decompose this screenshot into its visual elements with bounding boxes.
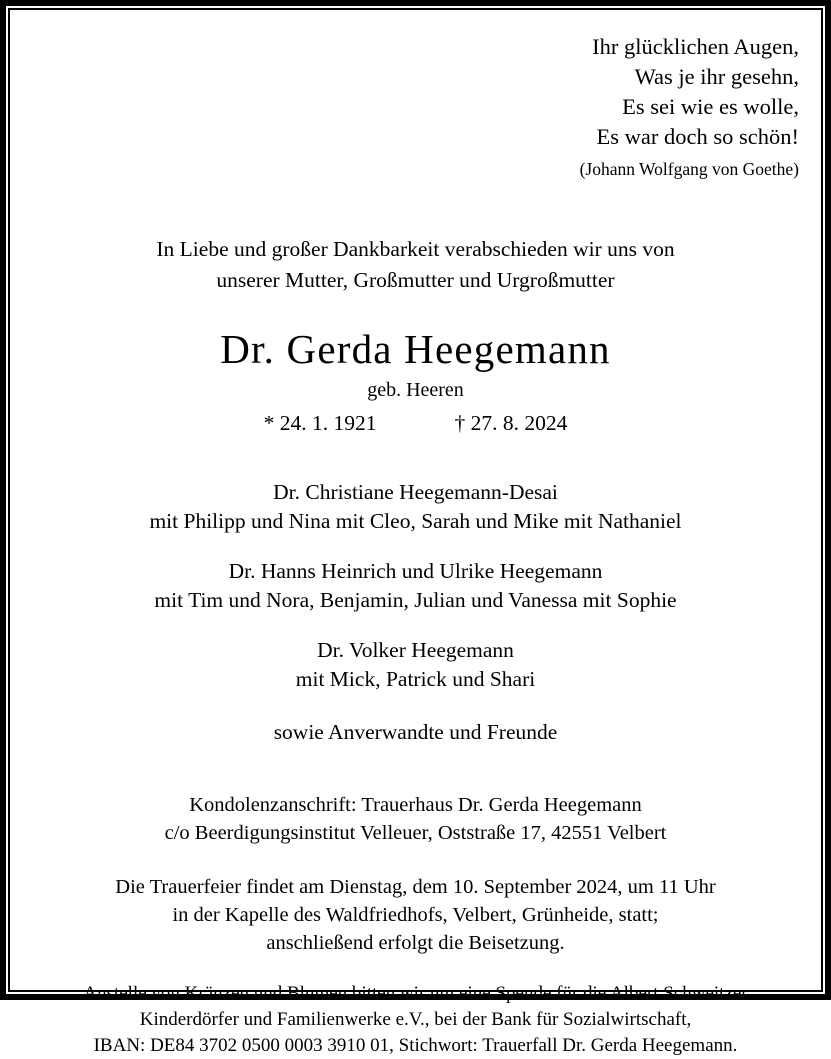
service-line-3: anschließend erfolgt die Beisetzung. — [266, 932, 565, 954]
condolence-line-2: c/o Beerdigungsinstitut Velleuer, Oststraße 17, 42551 Velbert — [164, 822, 667, 844]
family-group — [26, 478, 805, 536]
intro-line-1: In Liebe und großer Dankbarkeit verabschieden wir uns von — [156, 237, 675, 261]
family-group-members: mit Philipp und Nina mit Cleo, Sarah und Mike mit Nathaniel — [149, 509, 682, 533]
notice-body — [26, 184, 805, 1059]
condolence-line-1: Kondolenzanschrift: Trauerhaus Dr. Gerda Heegemann — [189, 794, 642, 816]
epigraph-line-1: Ihr glücklichen Augen, — [592, 34, 799, 59]
family-group-name: Dr. Volker Heegemann — [317, 638, 514, 662]
condolence-block — [26, 791, 805, 847]
donation-iban-line: IBAN: DE84 3702 0500 0003 3910 01, Stichwort: Trauerfall Dr. Gerda Heegemann. — [93, 1035, 738, 1056]
death-date: † 27. 8. 2024 — [454, 411, 568, 435]
intro-block — [26, 234, 805, 296]
epigraph-author: (Johann Wolfgang von Goethe) — [579, 159, 799, 179]
service-line-2: in der Kapelle des Waldfriedhofs, Velbert, Grünheide, statt; — [172, 904, 659, 926]
donation-block — [26, 981, 805, 1059]
epigraph-line-3: Es sei wie es wolle, — [622, 94, 799, 119]
birth-date: * 24. 1. 1921 — [263, 411, 377, 435]
family-closing-note: sowie Anverwandte und Freunde — [273, 720, 558, 744]
life-dates — [26, 408, 805, 438]
family-block — [26, 478, 805, 747]
notice-content — [8, 8, 823, 1056]
family-group-name: Dr. Hanns Heinrich und Ulrike Heegemann — [228, 559, 603, 583]
deceased-maiden-name: geb. Heeren — [367, 379, 464, 401]
family-group-members: mit Mick, Patrick und Shari — [295, 667, 536, 691]
epigraph-block — [26, 22, 805, 184]
deceased-name: Dr. Gerda Heegemann — [220, 326, 611, 372]
intro-line-2: unserer Mutter, Großmutter und Urgroßmutter — [216, 268, 615, 292]
frame-gap — [6, 6, 825, 1056]
family-group-members: mit Tim und Nora, Benjamin, Julian und Vanessa mit Sophie — [154, 588, 677, 612]
donation-line-2: Kinderdörfer und Familienwerke e.V., bei der Bank für Sozialwirtschaft, — [139, 1009, 692, 1030]
family-group — [26, 636, 805, 694]
service-block — [26, 873, 805, 957]
family-group — [26, 557, 805, 615]
service-line-1: Die Trauerfeier findet am Dienstag, dem 10. September 2024, um 11 Uhr — [115, 876, 716, 898]
epigraph-line-2: Was je ihr gesehn, — [634, 64, 799, 89]
family-group-name: Dr. Christiane Heegemann-Desai — [273, 480, 558, 504]
epigraph-line-4: Es war doch so schön! — [596, 124, 799, 149]
donation-line-1: Anstelle von Kränzen und Blumen bitten wir um eine Spende für die Albert Schweitzer — [83, 983, 748, 1004]
